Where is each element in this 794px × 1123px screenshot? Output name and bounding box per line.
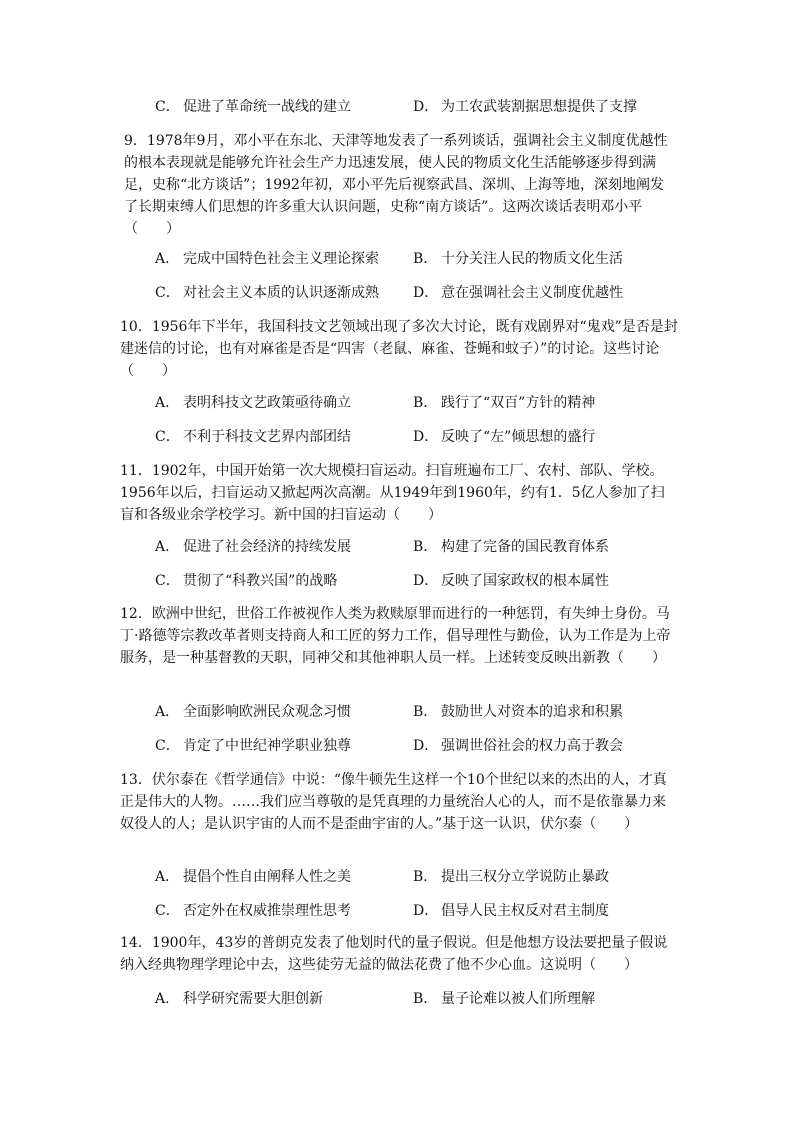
q9-option-b	[413, 248, 623, 270]
q11-option-b	[413, 536, 609, 558]
q11-option-a	[155, 536, 351, 558]
q10-option-a	[155, 392, 351, 414]
option-text: 意在强调社会主义制度优越性	[441, 285, 623, 301]
option-letter: C．	[155, 573, 180, 589]
option-text: 促进了革命统一战线的建立	[183, 99, 351, 115]
q8-option-d	[413, 96, 637, 118]
option-text: 践行了“双百”方针的精神	[441, 395, 596, 411]
option-letter: A．	[155, 395, 180, 411]
option-letter: C．	[155, 429, 180, 445]
q12-stem	[120, 603, 678, 669]
option-letter: B．	[413, 704, 438, 720]
option-text: 提倡个性自由阐释人性之美	[183, 869, 351, 885]
question-number: 11．	[120, 463, 152, 479]
option-text: 鼓励世人对资本的追求和积累	[441, 704, 623, 720]
question-text: 1902年，中国开始第一次大规模扫盲运动。扫盲班遍布工厂、农村、部队、学校。1956年以后，扫盲运动又掀起两次高潮。从1949年到1960年，约有1．5亿人参加了扫盲和各级业余学校学习。新中国的扫盲运动（ ）	[120, 463, 665, 523]
q13-stem	[120, 769, 678, 835]
option-text: 促进了社会经济的持续发展	[183, 539, 351, 555]
option-text: 提出三权分立学说防止暴政	[441, 869, 609, 885]
option-text: 全面影响欧洲民众观念习惯	[183, 704, 351, 720]
option-letter: C．	[155, 903, 180, 919]
question-text: 1900年，43岁的普朗克发表了他划时代的量子假说。但是他想方设法要把量子假说纳入经典物理学理论中去，这些徒劳无益的做法花费了他不少心血。这说明（ ）	[120, 935, 668, 973]
q13-option-d	[413, 900, 609, 922]
question-text: 伏尔泰在《哲学通信》中说：“像牛顿先生这样一个10个世纪以来的杰出的人，才真正是伟大的人物。……我们应当尊敬的是凭真理的力量统治人心的人，而不是依靠暴力来奴役人的人；是认识宇宙的人而不是歪曲宇宙的人。”基于这一认识，伏尔泰（ ）	[120, 772, 667, 832]
question-number: 13．	[120, 772, 152, 788]
option-text: 反映了“左”倾思想的盛行	[441, 429, 596, 445]
option-text: 为工农武装割据思想提供了支撑	[441, 99, 637, 115]
option-letter: C．	[155, 99, 180, 115]
option-text: 十分关注人民的物质文化生活	[441, 251, 623, 267]
q10-option-d	[413, 426, 595, 448]
q13-option-b	[413, 866, 609, 888]
q14-option-b	[413, 988, 595, 1010]
option-text: 倡导人民主权反对君主制度	[441, 903, 609, 919]
option-letter: C．	[155, 285, 180, 301]
option-letter: A．	[155, 704, 180, 720]
option-letter: D．	[413, 738, 439, 754]
option-letter: B．	[413, 251, 438, 267]
option-letter: D．	[413, 285, 439, 301]
question-text: 1978年9月，邓小平在东北、天津等地发表了一系列谈话，强调社会主义制度优越性的根本表现就是能够允许社会生产力迅速发展，使人民的物质文化生活能够逐步得到满足，史称“北方谈话”；1992年初，邓小平先后视察武昌、深圳、上海等地，深刻地阐发了长期束缚人们思想的许多重大认识问题，史称“南方谈话”。这两次谈话表明邓小平（ ）	[124, 133, 668, 237]
q9-option-a	[155, 248, 379, 270]
question-number: 9．	[124, 133, 147, 149]
question-text: 1956年下半年，我国科技文艺领域出现了多次大讨论，既有戏剧界对“鬼戏”是否是封建迷信的讨论，也有对麻雀是否是“四害（老鼠、麻雀、苍蝇和蚊子）”的讨论。这些讨论（ ）	[120, 319, 678, 379]
q14-option-a	[155, 988, 323, 1010]
option-letter: A．	[155, 539, 180, 555]
option-text: 对社会主义本质的认识逐渐成熟	[183, 285, 379, 301]
q11-option-d	[413, 570, 609, 592]
option-letter: D．	[413, 429, 439, 445]
q9-stem	[124, 130, 676, 240]
option-text: 科学研究需要大胆创新	[183, 991, 323, 1007]
option-text: 完成中国特色社会主义理论探索	[183, 251, 379, 267]
question-text: 欧洲中世纪，世俗工作被视作人类为救赎原罪而进行的一种惩罚，有失绅士身份。马丁·路德等宗教改革者则支持商人和工匠的努力工作，倡导理性与勤俭，认为工作是为上帝服务，是一种基督教的天职，同神父和其他神职人员一样。上述转变反映出新教（ ）	[120, 606, 671, 666]
option-text: 构建了完备的国民教育体系	[441, 539, 609, 555]
option-letter: A．	[155, 251, 180, 267]
q9-option-c	[155, 282, 379, 304]
option-letter: D．	[413, 99, 439, 115]
question-number: 10．	[120, 319, 152, 335]
option-letter: A．	[155, 991, 180, 1007]
q12-option-d	[413, 735, 623, 757]
q12-option-a	[155, 701, 351, 723]
option-letter: D．	[413, 573, 439, 589]
q12-option-b	[413, 701, 623, 723]
option-text: 否定外在权威推崇理性思考	[183, 903, 351, 919]
q12-option-c	[155, 735, 351, 757]
q9-option-d	[413, 282, 623, 304]
q11-stem	[120, 460, 678, 526]
q10-stem	[120, 316, 678, 382]
option-letter: B．	[413, 991, 438, 1007]
q13-option-c	[155, 900, 351, 922]
option-letter: C．	[155, 738, 180, 754]
q10-option-c	[155, 426, 351, 448]
option-letter: B．	[413, 395, 438, 411]
option-letter: B．	[413, 539, 438, 555]
q11-option-c	[155, 570, 337, 592]
q13-option-a	[155, 866, 351, 888]
option-text: 贯彻了“科教兴国”的战略	[183, 573, 338, 589]
option-text: 肯定了中世纪神学职业独尊	[183, 738, 351, 754]
option-text: 反映了国家政权的根本属性	[441, 573, 609, 589]
option-text: 表明科技文艺政策亟待确立	[183, 395, 351, 411]
q10-option-b	[413, 392, 595, 414]
option-letter: B．	[413, 869, 438, 885]
q14-stem	[120, 932, 678, 976]
option-letter: D．	[413, 903, 439, 919]
q8-option-c	[155, 96, 351, 118]
question-number: 14．	[120, 935, 152, 951]
option-text: 不利于科技文艺界内部团结	[183, 429, 351, 445]
option-text: 强调世俗社会的权力高于教会	[441, 738, 623, 754]
option-text: 量子论难以被人们所理解	[441, 991, 595, 1007]
option-letter: A．	[155, 869, 180, 885]
question-number: 12．	[120, 606, 152, 622]
